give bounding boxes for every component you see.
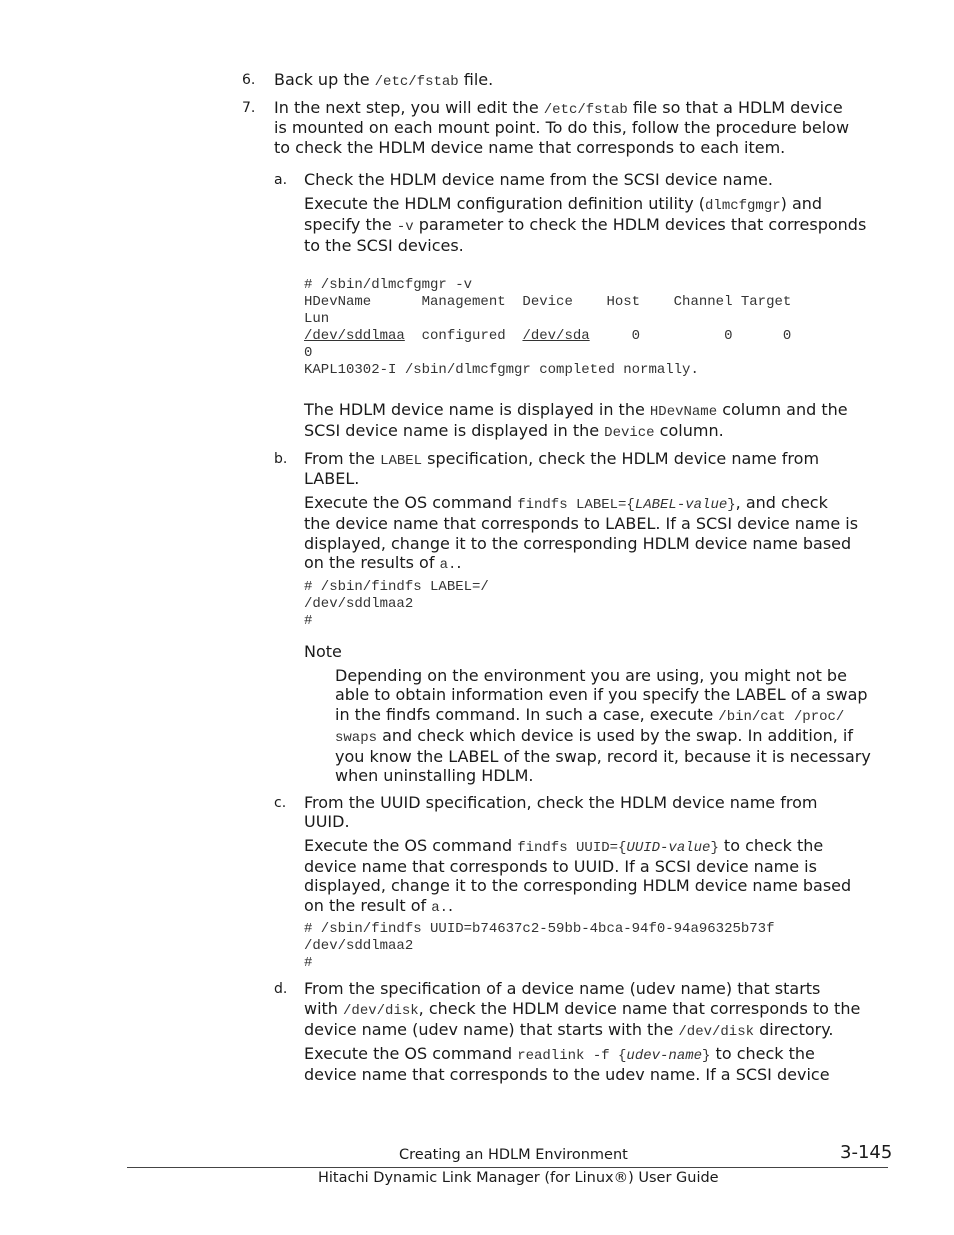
substep-d-title-line-3: device name (udev name) that starts with the /dev/disk directory. [304, 1020, 834, 1040]
code-line: # /sbin/dlmcfgmgr -v [304, 277, 473, 293]
step-7-line-3: to check the HDLM device name that corresponds to each item. [274, 138, 786, 157]
substep-b-para-line-2: the device name that corresponds to LABEL. If a SCSI device name is [304, 514, 859, 533]
substep-c-para-line-1: Execute the OS command findfs UUID={UUID-value} to check the [304, 836, 824, 856]
page-number: 3-145 [840, 1142, 893, 1163]
substep-c-title-line-2: UUID. [304, 812, 350, 831]
note-line-4: swaps and check which device is used by the swap. In addition, if [335, 726, 853, 746]
substep-a-para-1-line-1: Execute the HDLM configuration definition utility (dlmcfgmgr) and [304, 194, 823, 214]
note-line-1: Depending on the environment you are using, you might not be [335, 666, 847, 685]
substep-letter-a: a. [274, 172, 288, 188]
substep-d-title-line-2: with /dev/disk, check the HDLM device name that corresponds to the [304, 999, 861, 1019]
code-line: # /sbin/findfs LABEL=/ [304, 579, 489, 595]
note-line-5: you know the LABEL of the swap, record it, because it is necessary [335, 747, 871, 766]
step-number-6: 6. [242, 72, 256, 88]
substep-d-para-line-2: device name that corresponds to the udev name. If a SCSI device [304, 1065, 830, 1084]
substep-letter-d: d. [274, 981, 288, 997]
substep-c-para-line-2: device name that corresponds to UUID. If a SCSI device name is [304, 857, 817, 876]
code-line: # /sbin/findfs UUID=b74637c2-59bb-4bca-94f0-94a96325b73f [304, 921, 775, 937]
footer-guide-title: Hitachi Dynamic Link Manager (for Linux®) User Guide [318, 1170, 719, 1186]
step-6-text: Back up the /etc/fstab file. [274, 70, 494, 90]
code-line: /dev/sddlmaa2 [304, 938, 414, 954]
substep-a-para-2-line-2: SCSI device name is displayed in the Device column. [304, 421, 724, 441]
substep-letter-b: b. [274, 451, 288, 467]
code-line: # [304, 955, 313, 971]
hdevname-value: /dev/sddlmaa [304, 328, 405, 344]
substep-d-title-line-1: From the specification of a device name (udev name) that starts [304, 979, 821, 998]
substep-b-title-line-2: LABEL. [304, 469, 360, 488]
code-line: /dev/sddlmaa configured /dev/sda 0 0 0 [304, 328, 792, 344]
step-7-line-1: In the next step, you will edit the /etc/fstab file so that a HDLM device [274, 98, 843, 118]
code-line: KAPL10302-I /sbin/dlmcfgmgr completed normally. [304, 362, 699, 378]
substep-d-para-line-1: Execute the OS command readlink -f {udev-name} to check the [304, 1044, 815, 1064]
step-number-7: 7. [242, 100, 256, 116]
device-value: /dev/sda [522, 328, 590, 344]
substep-a-para-1-line-2: specify the -v parameter to check the HDLM devices that corresponds [304, 215, 867, 235]
note-line-6: when uninstalling HDLM. [335, 766, 534, 785]
substep-b-title-line-1: From the LABEL specification, check the HDLM device name from [304, 449, 820, 469]
code-etc-fstab: /etc/fstab [543, 102, 628, 118]
code-etc-fstab: /etc/fstab [374, 74, 459, 90]
substep-b-para-line-3: displayed, change it to the corresponding HDLM device name based [304, 534, 852, 553]
substep-c-para-line-4: on the result of a.. [304, 896, 454, 916]
substep-letter-c: c. [274, 795, 287, 811]
substep-b-para-line-1: Execute the OS command findfs LABEL={LABEL-value}, and check [304, 493, 828, 513]
substep-a-para-1-line-3: to the SCSI devices. [304, 236, 464, 255]
note-label: Note [304, 642, 342, 661]
step-7-line-2: is mounted on each mount point. To do this, follow the procedure below [274, 118, 850, 137]
substep-b-para-line-4: on the results of a.. [304, 553, 462, 573]
code-line: /dev/sddlmaa2 [304, 596, 414, 612]
substep-c-para-line-3: displayed, change it to the corresponding HDLM device name based [304, 876, 852, 895]
note-line-2: able to obtain information even if you specify the LABEL of a swap [335, 685, 868, 704]
substep-a-para-2-line-1: The HDLM device name is displayed in the HDevName column and the [304, 400, 848, 420]
footer-chapter-title: Creating an HDLM Environment [399, 1147, 628, 1163]
code-line: 0 [304, 345, 313, 361]
substep-a-title: Check the HDLM device name from the SCSI device name. [304, 170, 773, 189]
code-line: Lun [304, 311, 330, 327]
substep-c-title-line-1: From the UUID specification, check the HDLM device name from [304, 793, 818, 812]
code-line: # [304, 613, 313, 629]
footer-divider [127, 1167, 888, 1168]
note-line-3: in the findfs command. In such a case, execute /bin/cat /proc/ [335, 705, 845, 725]
code-line: HDevName Management Device Host Channel Target [304, 294, 792, 310]
